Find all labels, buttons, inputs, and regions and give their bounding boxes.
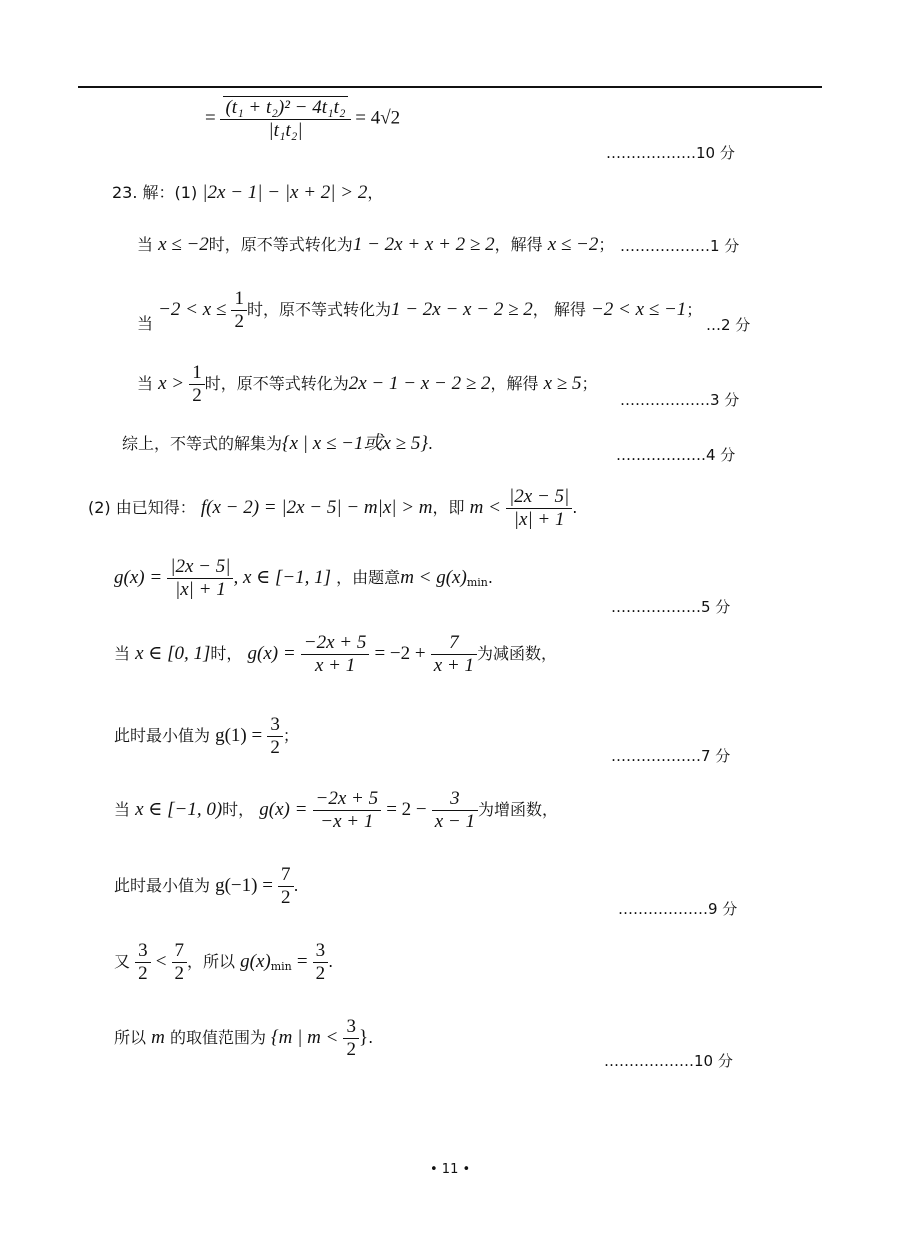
range-set-right: } <box>358 1027 369 1048</box>
min2-g: g(−1) = <box>215 875 273 896</box>
you-d1: 2 <box>138 963 148 984</box>
case3-ineq: 2x − 1 − x − 2 ≥ 2 <box>348 373 491 394</box>
min1-text: 此时最小值为 <box>114 726 211 745</box>
case1-ineq: 1 − 2x + x + 2 ≥ 2 <box>352 234 495 255</box>
part2-m-lt: m < <box>469 497 501 518</box>
min1-frac <box>267 714 283 759</box>
prev-sqrt <box>223 96 347 119</box>
c2-frac <box>313 788 382 833</box>
case2-mid: 时，原不等式转化为 <box>246 300 391 319</box>
case3-half-num: 1 <box>189 362 205 385</box>
case1-solve: ，解得 <box>494 235 543 254</box>
q23-label: 23. 解：(1) <box>112 183 198 202</box>
q23-case3 <box>137 362 598 407</box>
part2-m-frac <box>506 486 572 531</box>
c2-time: 时， <box>222 800 255 819</box>
case3-mid: 时，原不等式转化为 <box>204 374 349 393</box>
part2-m-den: |x| + 1 <box>513 509 565 530</box>
q23-case1 <box>137 232 614 256</box>
gdef-frac <box>167 556 233 601</box>
you-d2: 2 <box>174 963 185 984</box>
c2-den2: x − 1 <box>434 811 475 832</box>
min2-text: 此时最小值为 <box>114 876 211 895</box>
summary-text: 综上，不等式的解集为 <box>122 434 283 453</box>
c2-den: −x + 1 <box>320 811 374 832</box>
c1-g: g(x) = <box>247 643 296 664</box>
c2-lead: 当 <box>114 800 131 819</box>
case2-sol: −2 < x ≤ −1 <box>590 299 687 320</box>
c1-cond: x ∈ [0, 1] <box>135 643 211 664</box>
case2-solve: ， 解得 <box>532 300 586 319</box>
c1-tail: 为减函数， <box>476 644 557 663</box>
prev-fraction <box>220 96 350 142</box>
gdef-tiyi: ，由题意 <box>336 568 401 587</box>
case2-cond: −2 < x ≤ <box>158 299 227 320</box>
part2-m-end: . <box>572 498 578 517</box>
part2-ji: ，即 <box>432 498 465 517</box>
c2-num: −2x + 5 <box>313 788 382 811</box>
you-lt: < <box>155 951 167 972</box>
case2-ineq: 1 − 2x − x − 2 ≥ 2 <box>390 299 533 320</box>
range-text2: 的取值范围为 <box>169 1028 266 1047</box>
c1-frac <box>301 632 370 677</box>
c2-eq: = 2 − <box>386 799 427 820</box>
case3-sol: x ≥ 5 <box>543 373 582 394</box>
c1-den2: x + 1 <box>433 655 474 676</box>
score-9: ………………9 分 <box>618 900 738 918</box>
q23-given-end: ， <box>367 183 384 202</box>
part2-fx: f(x − 2) = |2x − 5| − m|x| > m <box>200 497 433 518</box>
min1-g: g(1) = <box>215 725 263 746</box>
range-end: . <box>368 1028 374 1047</box>
case2-score: …2 分 <box>706 316 751 334</box>
case3-cond: x > <box>158 373 185 394</box>
score-10: ………………10 分 <box>604 1052 733 1070</box>
q23-header <box>112 180 383 204</box>
c1-eq: = −2 + <box>374 643 426 664</box>
prev-numerator: (t₁ + t₂)² − 4t₁t₂ <box>225 97 346 118</box>
case2-half-num: 1 <box>231 288 247 311</box>
c2-tail: 为增函数， <box>478 800 559 819</box>
case2-half <box>231 288 247 333</box>
case1-score: ………………1 分 <box>620 237 740 255</box>
c1-num: −2x + 5 <box>301 632 370 655</box>
prev-result: = 4√2 <box>355 107 401 129</box>
q23-given: |2x − 1| − |x + 2| > 2 <box>202 182 368 203</box>
c2-num2: 3 <box>432 788 478 811</box>
case1-cond: x ≤ −2 <box>158 234 209 255</box>
prev-denominator: |t₁t₂| <box>268 120 303 141</box>
case3-half <box>189 362 205 407</box>
you-frac2 <box>172 940 188 985</box>
range-text: 所以 <box>114 1028 147 1047</box>
gmin-num: 3 <box>313 940 329 963</box>
min2-frac <box>278 864 294 909</box>
part2-m-num: |2x − 5| <box>506 486 572 509</box>
part2-label: (2) 由已知得： <box>88 498 196 517</box>
top-rule <box>78 86 822 88</box>
gdef-den: |x| + 1 <box>175 579 226 600</box>
gdef-num: |2x − 5| <box>167 556 233 579</box>
range-num: 3 <box>343 1016 359 1039</box>
min1-end: ； <box>282 726 299 745</box>
part2-case2 <box>114 788 558 833</box>
range-frac <box>343 1016 359 1061</box>
q23-summary <box>122 428 433 455</box>
prev-expression <box>205 96 400 142</box>
part2-case1 <box>114 632 557 677</box>
gmin: g(x) <box>240 951 271 972</box>
part2-you <box>114 940 333 985</box>
min2-den: 2 <box>281 887 291 908</box>
c1-num2: 7 <box>431 632 477 655</box>
case1-mid: 时，原不等式转化为 <box>208 235 353 254</box>
c1-frac2 <box>431 632 477 677</box>
c2-cond: x ∈ [−1, 0) <box>135 799 223 820</box>
part2-gdef <box>114 556 493 601</box>
c1-lead: 当 <box>114 644 131 663</box>
part2-given <box>88 486 577 531</box>
prev-eq: = <box>205 107 216 129</box>
c1-den: x + 1 <box>314 655 356 676</box>
gdef-left: g(x) = <box>114 567 163 588</box>
prev-score: ………………10 分 <box>606 144 735 162</box>
you-so: ，所以 <box>187 952 236 971</box>
gmin-sub: min <box>270 960 292 973</box>
summary-score: ………………4 分 <box>616 446 736 464</box>
gdef-tiyi-end: . <box>487 568 493 587</box>
case1-sol: x ≤ −2 <box>547 234 599 255</box>
score-5: ………………5 分 <box>611 598 731 616</box>
case2-half-den: 2 <box>234 311 244 332</box>
min2-end: . <box>293 876 299 895</box>
gdef-tiyi-sub: min <box>466 576 488 589</box>
gmin-den: 2 <box>315 963 326 984</box>
case3-half-den: 2 <box>192 385 202 406</box>
case1-lead: 当 <box>137 235 154 254</box>
score-7: ………………7 分 <box>611 747 731 765</box>
you-text: 又 <box>114 952 131 971</box>
summary-set: {x | x ≤ −1或x ≥ 5} <box>282 433 428 454</box>
you-frac1 <box>135 940 151 985</box>
case3-lead: 当 <box>137 374 154 393</box>
q23-case2 <box>137 288 702 334</box>
case3-solve: ，解得 <box>490 374 539 393</box>
c2-frac2 <box>432 788 478 833</box>
range-m: m <box>151 1027 165 1048</box>
min1-num: 3 <box>267 714 283 737</box>
gdef-tiyi-expr: m < g(x) <box>400 567 467 588</box>
case2-lead: 当 <box>137 314 154 333</box>
gmin-eq: = <box>296 951 308 972</box>
part2-range <box>114 1016 373 1061</box>
case3-score: ………………3 分 <box>620 391 740 409</box>
gmin-frac <box>313 940 329 985</box>
range-den: 2 <box>346 1039 356 1060</box>
part2-min1 <box>114 714 299 759</box>
gmin-end: . <box>328 952 334 971</box>
you-n2: 7 <box>172 940 188 963</box>
c2-g: g(x) = <box>259 799 308 820</box>
summary-end: . <box>427 434 434 453</box>
gdef-domain: , x ∈ [−1, 1] <box>233 567 332 588</box>
you-n1: 3 <box>135 940 151 963</box>
c1-time: 时， <box>210 644 243 663</box>
case3-end: ； <box>581 374 598 393</box>
range-set-left: {m | m < <box>271 1027 339 1048</box>
min2-num: 7 <box>278 864 294 887</box>
page-number: • 11 • <box>430 1162 471 1177</box>
case1-end: ； <box>598 235 615 254</box>
part2-min2 <box>114 864 299 909</box>
min1-den: 2 <box>270 737 280 758</box>
case2-end: ； <box>686 300 703 319</box>
